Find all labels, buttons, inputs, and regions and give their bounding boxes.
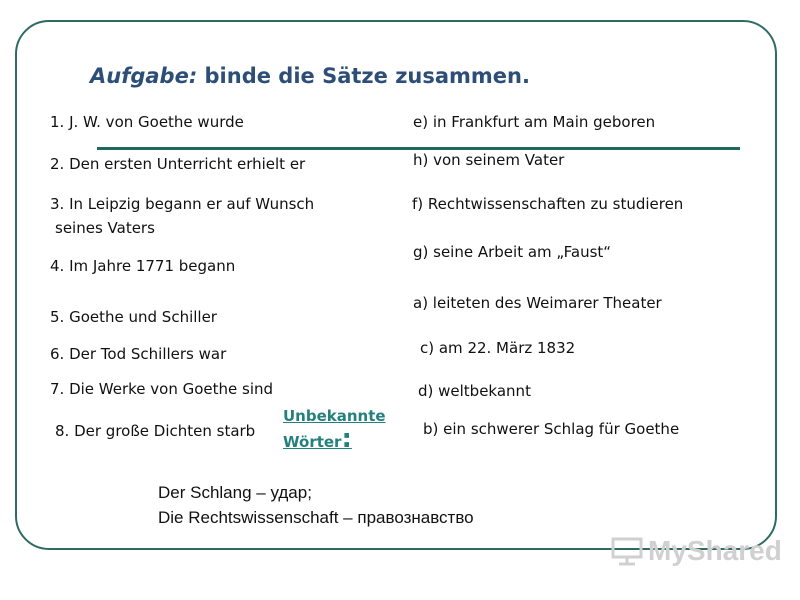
glossary-entry-1: Der Schlang – удар; xyxy=(158,483,312,502)
left-item-2: 2. Den ersten Unterricht erhielt er xyxy=(50,155,306,173)
right-item-g: g) seine Arbeit am „Faust“ xyxy=(413,243,612,261)
right-item-f: f) Rechtwissenschaften zu studieren xyxy=(412,195,684,213)
right-item-e: e) in Frankfurt am Main geboren xyxy=(413,113,656,131)
unknown-words-colon: : xyxy=(341,424,352,454)
left-item-7: 7. Die Werke von Goethe sind xyxy=(50,380,274,398)
right-item-h: h) von seinem Vater xyxy=(413,151,565,169)
left-item-8: 8. Der große Dichten starb xyxy=(55,422,256,440)
left-item-3-cont: seines Vaters xyxy=(55,219,155,237)
right-item-d: d) weltbekannt xyxy=(418,382,531,400)
task-title xyxy=(90,64,530,88)
watermark-logo xyxy=(610,535,782,567)
watermark-text: MyShared xyxy=(648,535,782,566)
right-item-b: b) ein schwerer Schlag für Goethe xyxy=(423,420,680,438)
presentation-icon xyxy=(610,536,644,566)
unknown-words-line1: Unbekannte xyxy=(283,407,386,425)
left-item-4: 4. Im Jahre 1771 begann xyxy=(50,257,236,275)
slide-frame xyxy=(15,20,777,550)
unknown-words-heading xyxy=(283,406,386,452)
task-title-lead: Aufgabe: xyxy=(90,64,198,88)
left-item-3: 3. In Leipzig begann er auf Wunsch xyxy=(50,195,315,213)
task-title-rest: binde die Sätze zusammen. xyxy=(197,64,530,88)
left-item-1: 1. J. W. von Goethe wurde xyxy=(50,113,244,131)
right-item-a: a) leiteten des Weimarer Theater xyxy=(413,294,662,312)
right-item-c: c) am 22. März 1832 xyxy=(420,339,576,357)
left-item-5: 5. Goethe und Schiller xyxy=(50,308,217,326)
glossary-entry-2: Die Rechtswissenschaft – правознавство xyxy=(158,508,474,527)
glossary xyxy=(158,480,474,530)
divider-line xyxy=(97,147,740,150)
unknown-words-line2: Wörter xyxy=(283,433,342,451)
left-item-6: 6. Der Tod Schillers war xyxy=(50,345,227,363)
